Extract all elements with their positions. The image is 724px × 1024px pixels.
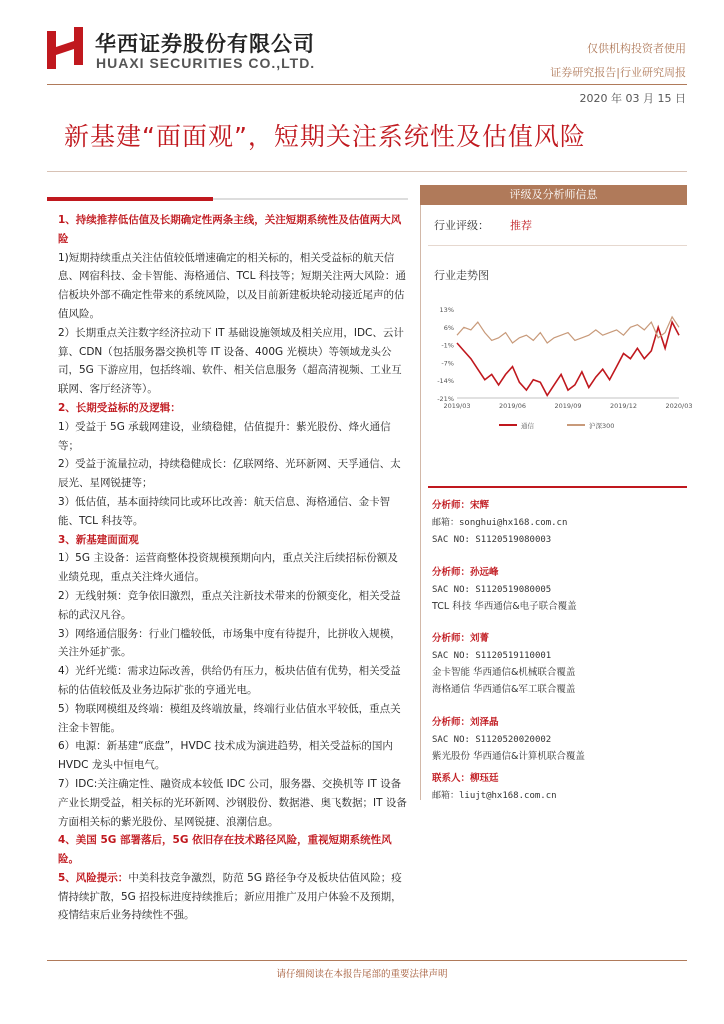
analyst-detail: 金卡智能 华西通信&机械联合覆盖	[432, 667, 576, 678]
x-tick-label: 2020/03	[665, 402, 693, 410]
analyst-card	[432, 716, 692, 764]
analyst-detail: 邮箱：songhui@hx168.com.cn	[432, 518, 568, 528]
summary-paragraph: 6）电源：新基建“底盘”，HVDC 技术成为演进趋势，相关受益标的国内 HVDC 龙头中恒电气。	[58, 740, 393, 772]
analyst-detail: SAC NO: S1120519080003	[432, 535, 552, 545]
summary-paragraph: 2）无线射频：竞争依旧激烈，重点关注新技术带来的份额变化，相关受益标的武汉凡谷。	[58, 589, 401, 621]
analyst-name-text: 宋辉	[470, 500, 490, 511]
x-tick-label: 2019/12	[609, 402, 638, 410]
summary-paragraph: 4）光纤光缆：需求边际改善，供给仍有压力，板块估值有优势，相关受益标的估值较低及业务边际扩张的亨通光电。	[58, 665, 401, 696]
summary-paragraph: 2）受益于流量拉动，持续稳健成长：亿联网络、光环新网、天孚通信、太辰光、星网锐捷等；	[58, 458, 401, 490]
y-tick-label: -21%	[437, 395, 454, 403]
analyst-name	[432, 632, 692, 646]
x-tick-label: 2019/06	[498, 402, 527, 410]
y-tick-label: -7%	[441, 359, 454, 368]
legend-label: 沪深300	[589, 422, 615, 430]
footer-divider	[47, 960, 687, 961]
huaxi-logo-icon	[47, 27, 83, 69]
analyst-role: 分析师：	[432, 500, 471, 511]
summary-paragraph: 1）5G 主设备：运营商整体投资规模预期向内，重点关注后续招标份额及业绩兑现，重点关注烽火通信。	[58, 552, 398, 584]
rating-value: 推荐	[510, 219, 532, 232]
series-line-csi300	[457, 317, 679, 343]
summary-paragraph: 1)短期持续重点关注估值较低增速确定的相关标的，相关受益标的航天信息、网宿科技、金卡智能、海格通信、TCL 科技等；短期关注两大风险：通信板块外部不确定性带来的系统风险，以及目前新建板块轮动接近尾声的估值风险。	[58, 251, 406, 320]
analyst-role: 分析师：	[432, 633, 471, 644]
y-tick-label: -1%	[441, 341, 454, 350]
report-type: 证券研究报告|行业研究周报	[550, 66, 686, 79]
analyst-name-text: 刘菁	[470, 633, 490, 644]
summary-paragraph: 2）长期重点关注数字经济拉动下 IT 基础设施领域及相关应用，IDC、云计算、CDN（包括服务器交换机等 IT 设备、400G 光模块）等领域龙头公司，5G 下游应用，包括终端、软件、相关信息服务（超高清视频、工业互联网、客厅经济等）。	[58, 326, 404, 396]
summary-heading: 4、美国 5G 部署落后，5G 依旧存在技术路径风险，重视短期系统性风险。	[58, 834, 392, 866]
summary-heading: 3、新基建面面观	[58, 533, 139, 546]
rating-panel-header: 评级及分析师信息	[420, 185, 687, 205]
rating-divider	[428, 245, 687, 246]
y-tick-label: -14%	[437, 377, 454, 386]
chart-divider	[428, 486, 687, 488]
summary-paragraph: 3）低估值，基本面持续同比或环比改善：航天信息、海格通信、金卡智能、TCL 科技等。	[58, 495, 391, 527]
summary-heading: 1、持续推荐低估值及长期确定性两条主线，关注短期系统性及估值两大风险	[58, 214, 402, 245]
audience-note: 仅供机构投资者使用	[587, 42, 686, 55]
analyst-detail: TCL 科技 华西通信&电子联合覆盖	[432, 601, 577, 612]
summary-paragraph: 7）IDC:关注确定性、融资成本较低 IDC 公司，服务器、交换机等 IT 设备产业长期受益，相关标的光环新网、沙钢股份、数据港、奥飞数据；IT 设备方面相关标的紫光股份、星网锐捷、浪潮信息。	[58, 777, 407, 828]
company-name-cn: 华西证券股份有限公司	[95, 32, 315, 56]
page-title: 新基建“面面观”，短期关注系统性及估值风险	[64, 122, 586, 151]
section-accent-bar	[47, 197, 213, 201]
analyst-name-text: 柳珏廷	[470, 773, 499, 784]
summary-body	[58, 211, 408, 925]
analyst-card	[432, 772, 692, 803]
analyst-detail: 海格通信 华西通信&军工联合覆盖	[432, 684, 576, 695]
y-tick-label: 6%	[443, 323, 454, 332]
y-tick-label: 13%	[439, 306, 454, 314]
analyst-card	[432, 499, 692, 547]
analyst-detail: SAC NO: S1120519080005	[432, 585, 552, 595]
trend-chart	[427, 303, 693, 438]
legal-notice: 请仔细阅读在本报告尾部的重要法律声明	[276, 969, 448, 980]
summary-heading: 2、长期受益标的及逻辑：	[58, 401, 181, 414]
analyst-name	[432, 566, 692, 580]
analyst-name-text: 刘泽晶	[470, 717, 499, 728]
risk-paragraph	[58, 869, 408, 925]
analyst-card	[432, 566, 692, 614]
x-tick-label: 2019/03	[443, 402, 471, 410]
company-name-en: HUAXI SECURITIES CO.,LTD.	[96, 55, 316, 71]
rating-label: 行业评级：	[434, 219, 489, 232]
analyst-name	[432, 772, 692, 786]
summary-paragraph: 3）网络通信服务：行业门槛较低，市场集中度有待提升，比拼收入规模，关注外延扩张。	[58, 627, 401, 659]
analyst-name	[432, 716, 692, 730]
analyst-detail: SAC NO: S1120520020002	[432, 735, 552, 745]
analyst-detail: 邮箱：liujt@hx168.com.cn	[432, 791, 557, 801]
analyst-role: 分析师：	[432, 717, 471, 728]
summary-paragraph: 5）物联网模组及终端：模组及终端放量，终端行业估值水平较低，重点关注金卡智能。	[58, 702, 401, 734]
analyst-name-text: 孙远峰	[470, 567, 499, 578]
summary-paragraph: 1）受益于 5G 承载网建设，业绩稳健，估值提升：紫光股份、烽火通信等；	[58, 420, 391, 452]
analyst-role: 分析师：	[432, 567, 471, 578]
x-tick-label: 2019/09	[554, 402, 582, 410]
analyst-role: 联系人：	[432, 773, 471, 784]
risk-heading: 5、风险提示：	[58, 871, 129, 884]
report-date: 2020 年 03 月 15 日	[579, 92, 686, 105]
analyst-detail: 紫光股份 华西通信&计算机联合覆盖	[432, 751, 585, 762]
analyst-name	[432, 499, 692, 513]
analyst-detail: SAC NO: S1120519110001	[432, 651, 552, 661]
trend-chart-title: 行业走势图	[434, 269, 489, 282]
risk-text: 中美科技竞争激烈，防范 5G 路径争夺及板块估值风险；疫情持续扩散，5G 招投标进度持续推后；新应用推广及用户体验不及预期，疫情结束后业务持续性不强。	[58, 871, 402, 922]
header-divider	[47, 84, 687, 85]
title-divider	[47, 171, 687, 172]
legend-label: 通信	[521, 422, 534, 430]
section-accent-line	[213, 198, 408, 200]
analyst-card	[432, 632, 692, 697]
